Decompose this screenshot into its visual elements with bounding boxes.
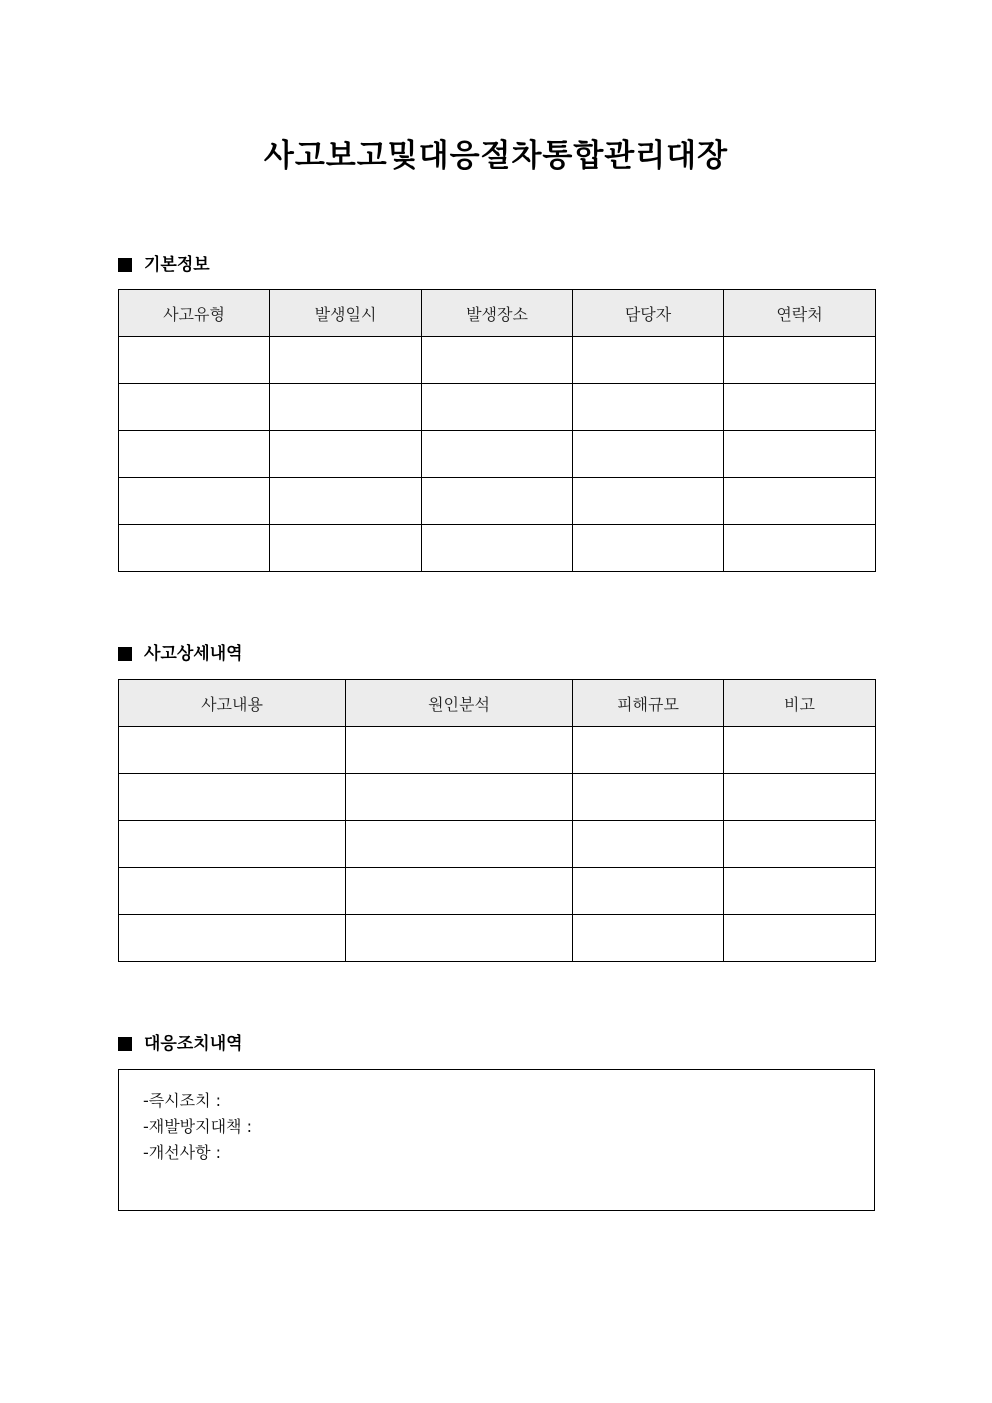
table-cell[interactable] (573, 431, 724, 478)
table-cell[interactable] (422, 337, 573, 384)
table-cell[interactable] (573, 478, 724, 525)
section-heading-incident-details (118, 642, 243, 666)
table-cell[interactable] (573, 337, 724, 384)
table-cell[interactable] (422, 478, 573, 525)
table-cell[interactable] (119, 478, 270, 525)
table-cell[interactable] (422, 384, 573, 431)
table-row (119, 478, 876, 525)
table-cell[interactable] (573, 525, 724, 572)
table-cell[interactable] (573, 821, 724, 868)
table-cell[interactable] (422, 525, 573, 572)
table-header-row (119, 680, 876, 727)
table-cell[interactable] (119, 915, 346, 962)
table-cell[interactable] (422, 431, 573, 478)
table-row (119, 384, 876, 431)
table-cell[interactable] (573, 915, 724, 962)
immediate-action-line: -즉시조치 : (143, 1091, 222, 1110)
table-cell[interactable] (270, 431, 422, 478)
table-cell[interactable] (346, 727, 573, 774)
basic-info-table (118, 289, 876, 572)
table-row (119, 774, 876, 821)
table-cell[interactable] (724, 727, 876, 774)
table-cell[interactable] (724, 868, 876, 915)
table-row (119, 337, 876, 384)
table-cell[interactable] (724, 384, 876, 431)
table-cell[interactable] (119, 868, 346, 915)
response-actions-box[interactable] (118, 1069, 875, 1211)
column-header: 비고 (724, 680, 876, 727)
table-row (119, 525, 876, 572)
table-cell[interactable] (724, 478, 876, 525)
section-heading-label: 사고상세내역 (144, 644, 243, 664)
table-cell[interactable] (119, 431, 270, 478)
table-cell[interactable] (724, 525, 876, 572)
table-cell[interactable] (346, 868, 573, 915)
section-heading-response-actions (118, 1032, 243, 1056)
table-cell[interactable] (573, 774, 724, 821)
table-header-row (119, 290, 876, 337)
column-header: 연락처 (724, 290, 876, 337)
table-cell[interactable] (119, 337, 270, 384)
incident-details-table (118, 679, 876, 962)
table-row (119, 868, 876, 915)
table-cell[interactable] (346, 915, 573, 962)
table-cell[interactable] (119, 727, 346, 774)
table-cell[interactable] (724, 774, 876, 821)
column-header: 담당자 (573, 290, 724, 337)
table-row (119, 727, 876, 774)
column-header: 사고유형 (119, 290, 270, 337)
table-cell[interactable] (270, 525, 422, 572)
table-row (119, 821, 876, 868)
square-bullet-icon (118, 258, 132, 272)
table-cell[interactable] (346, 821, 573, 868)
table-cell[interactable] (119, 384, 270, 431)
table-row (119, 915, 876, 962)
table-row (119, 431, 876, 478)
column-header: 피해규모 (573, 680, 724, 727)
improvement-line: -개선사항 : (143, 1143, 222, 1162)
document-title: 사고보고및대응절차통합관리대장 (263, 138, 729, 174)
table-cell[interactable] (573, 868, 724, 915)
column-header: 원인분석 (346, 680, 573, 727)
table-cell[interactable] (573, 727, 724, 774)
table-cell[interactable] (724, 337, 876, 384)
table-cell[interactable] (346, 774, 573, 821)
square-bullet-icon (118, 647, 132, 661)
table-cell[interactable] (724, 821, 876, 868)
table-cell[interactable] (724, 431, 876, 478)
table-cell[interactable] (724, 915, 876, 962)
table-cell[interactable] (119, 774, 346, 821)
table-cell[interactable] (573, 384, 724, 431)
section-heading-label: 기본정보 (144, 255, 210, 275)
table-cell[interactable] (270, 337, 422, 384)
table-cell[interactable] (270, 384, 422, 431)
column-header: 발생일시 (270, 290, 422, 337)
column-header: 발생장소 (422, 290, 573, 337)
section-heading-label: 대응조치내역 (144, 1034, 243, 1054)
recurrence-prevention-line: -재발방지대책 : (143, 1117, 252, 1136)
table-cell[interactable] (270, 478, 422, 525)
table-cell[interactable] (119, 821, 346, 868)
table-cell[interactable] (119, 525, 270, 572)
square-bullet-icon (118, 1037, 132, 1051)
column-header: 사고내용 (119, 680, 346, 727)
section-heading-basic-info (118, 253, 210, 277)
